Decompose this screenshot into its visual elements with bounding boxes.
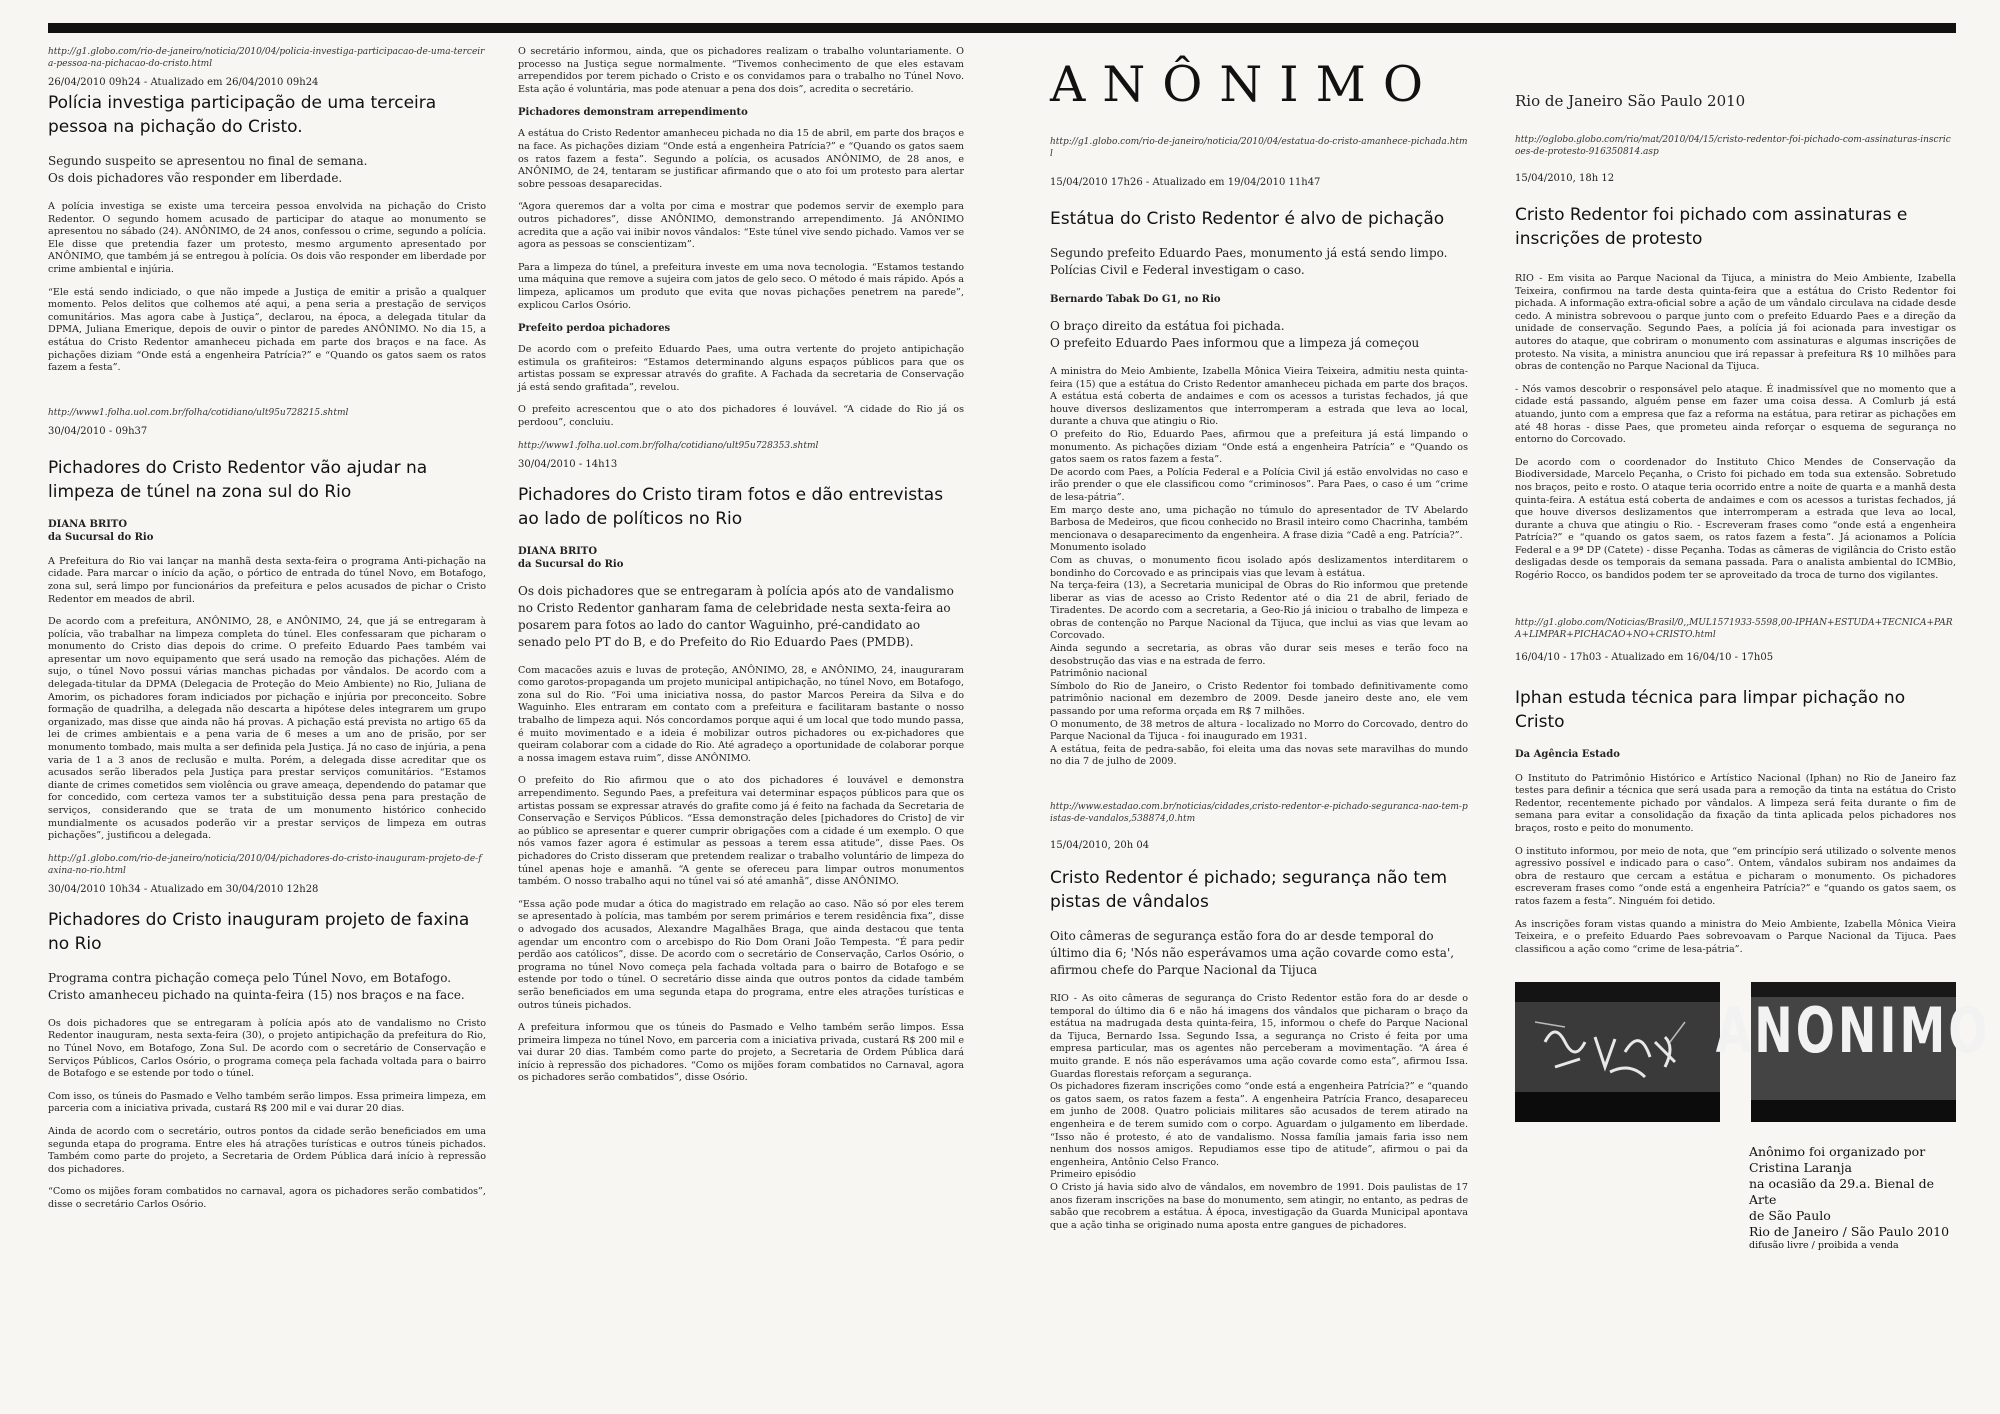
article-paragraph: O secretário informou, ainda, que os pichadores realizam o trabalho voluntariamente. O processo na Justiça segue normalmente. “Tivemos conhecimento de que eles estavam arrependidos por terem pichado o Cristo e os convidamos para o trabalho no Túnel Novo. Esta ação é voluntária, mas pode atenuar a pena dos dois”, acredita o secretário. [518,46,964,95]
colophon-line: Cristina Laranja [1749,1160,1853,1176]
article-limpeza-tunel [48,407,486,843]
article-headline: Pichadores do Cristo Redentor vão ajudar na limpeza de túnel na zona sul do Rio [48,457,428,502]
article-paragraph: A Prefeitura do Rio vai lançar na manhã desta sexta-feira o programa Anti-pichação na cidade. Para marcar o início da ação, o pórtico de entrada do túnel Novo, em Botafogo, zona sul, será limpo por funcionários da prefeitura e pelos acusados de pichar o Cristo Redentor em meados de abril. [48,555,486,605]
article-projeto-faxina [48,853,486,1212]
article-paragraph: Ainda segundo a secretaria, as obras vão durar seis meses e terão foco na desobstrução das vias e na estrada de ferro. [1050,643,1468,667]
article-paragraph: O prefeito acrescentou que o ato dos pichadores é louvável. “A cidade do Rio já os perdoou”, concluiu. [518,404,964,429]
graffiti-scribbles-image [1515,982,1720,1122]
article-headline: Iphan estuda técnica para limpar pichação no Cristo [1515,687,1906,732]
article-paragraph: O prefeito do Rio afirmou que o ato dos pichadores é louvável e demonstra arrependimento. Segundo Paes, a prefeitura vai determinar espaços públicos para que os artistas possam se expressar através do grafite como já é feito na fachada da Secretaria de Conservação e Serviços Públicos. “Essa demonstração deles [pichadores do Cristo] de vir ao público se apresentar e querer cumprir obrigações com a cidade é um exemplo. O que nós vamos fazer agora é estimular as pessoas a terem essa atitude”, disse Paes. Os pichadores do Cristo disseram que pretendem realizar o trabalho voluntário de limpeza do túnel apenas hoje e amanhã. “A gente se ofereceu para limpar outros monumentos também. O nosso trabalho aqui no túnel vai só até amanhã”, disse ANÔNIMO. [518,775,964,888]
graffiti-text: ANONIMO [1715,994,1991,1068]
article-paragraph: O prefeito do Rio, Eduardo Paes, afirmou que a prefeitura já está limpando o monumento. As pichações diziam “Onde está a engenheira Patrícia” e “Quando os gatos saem os ratos fazem a festa”. [1050,428,1468,466]
colophon [1749,1144,1956,1252]
article-paragraph: Em março deste ano, uma pichação no túmulo do apresentador de TV Abelardo Barbosa de Medeiros, que ficou conhecido no Brasil inteiro como Chacrinha, também mencionava o desaparecimento da engenheira. A frase dizia “Cadê a eng. Patrícia?”. [1050,504,1468,541]
colophon-line: Anônimo foi organizado por [1749,1144,1926,1160]
section-heading: Pichadores demonstram arrependimento [518,107,748,119]
colophon-license: difusão livre / proibida a venda [1749,1240,1899,1252]
article-paragraph: A polícia investiga se existe uma terceira pessoa envolvida na pichação do Cristo Redentor. O segundo homem acusado de participar do ataque ao monumento se apresentou no sábado (24). ANÔNIMO, de 24 anos, confessou o crime, segundo a polícia. Ele disse que pretendia fazer um protesto, mesmo argumento apresentado por ANÔNIMO, que também já se entregou à polícia. Os dois vão responder em liberdade por crime ambiental e injúria. [48,201,486,275]
photo-strip [1515,982,1991,1122]
article-date: 30/04/2010 - 14h13 [518,458,618,470]
article-date: 16/04/10 - 17h03 - Atualizado em 16/04/10 - 17h05 [1515,651,1774,663]
article-headline: Pichadores do Cristo inauguram projeto de faxina no Rio [48,909,470,954]
article-paragraph: Com isso, os túneis do Pasmado e Velho também serão limpos. Essa primeira limpeza, em parceria com a iniciativa privada, custará R$ 200 mil e vai durar 20 dias. [48,1090,486,1115]
masthead [1050,58,1468,112]
article-paragraph: Símbolo do Rio de Janeiro, o Cristo Redentor foi tombado definitivamente como patrimônio nacional em dezembro de 2009. Desde janeiro deste ano, ele vem passando por uma reforma orçada em R$ 7 milhões. [1050,680,1468,718]
article-paragraph: O instituto informou, por meio de nota, que “em princípio será utilizado o solvente menos agressivo possível e indicado para o caso”. Ontem, vândalos subiram nos andaimes da obra de restauro que cercam a estátua e picharam o monumento. Os pichadores escreveram frases como “onde está a engenheira Patrícia?” e “quando os gatos saem, os ratos fazem a festa”. Ninguém foi detido. [1515,845,1956,907]
article-lead: Os dois pichadores que se entregaram à polícia após ato de vandalismo no Cristo Redentor ganharam fama de celebridade nesta sexta-feira ao posarem para fotos ao lado do cantor Waguinho, pré-candidato ao senado pelo PT do B, e do Prefeito do Rio Eduardo Paes (PMDB). [518,583,954,649]
article-date: 30/04/2010 - 09h37 [48,425,148,437]
graffiti-anonimo-image [1715,982,1991,1122]
section-heading: Monumento isolado [1050,542,1147,554]
article-alvo-pichacao [1050,136,1468,769]
article-headline: Pichadores do Cristo tiram fotos e dão entrevistas ao lado de políticos no Rio [518,484,944,529]
article-paragraph: As inscrições foram vistas quando a ministra do Meio Ambiente, Izabella Mônica Vieira Teixeira, e o prefeito Eduardo Paes sobrevoavam o Parque Nacional da Tijuca. Paes classificou a ação como “crime de lesa-pátria”. [1515,918,1956,955]
article-url[interactable]: http://g1.globo.com/Noticias/Brasil/0,,MUL1571933-5598,00-IPHAN+ESTUDA+TECNICA+PARA+LIMPAR+PICHACAO+NO+CRISTO.html [1515,617,1953,640]
top-rule [48,23,1956,33]
article-paragraph: - Nós vamos descobrir o responsável pelo ataque. É inadmissível que no momento que a cidade está passando, alguém pense em fazer uma coisa dessa. A Comlurb já está atuando, junto com a empresa que faz a reforma na estátua, para retirar as pichações em até 48 horas - disse Paes, que prometeu ainda reforçar o esquema de segurança no entorno do Corcovado. [1515,383,1956,446]
article-date: 30/04/2010 10h34 - Atualizado em 30/04/2010 12h28 [48,883,319,895]
article-paragraph: RIO - Em visita ao Parque Nacional da Tijuca, a ministra do Meio Ambiente, Izabella Teixeira, confirmou na tarde desta quinta-feira que a estátua do Cristo Redentor foi pichada. A informação extra-oficial sobre a ação de um vândalo circulava na cidade desde cedo. A ministra sobrevoou o parque junto com o prefeito Eduardo Paes e a direção da unidade de conservação. Segundo Paes, a polícia já foi acionada para investigar os autores do ataque, que cobriram o monumento com assinaturas e algumas inscrições de protesto. Na visita, a ministra anunciou que irá repassar à prefeitura R$ 10 milhões para obras de contenção no Parque Nacional da Tijuca. [1515,273,1956,373]
article-byline: Da Agência Estado [1515,748,1620,760]
article-url[interactable]: http://www1.folha.uol.com.br/folha/cotidiano/ult95u728215.shtml [48,407,349,418]
colophon-line: Rio de Janeiro / São Paulo 2010 [1749,1224,1950,1240]
article-paragraph: De acordo com o coordenador do Instituto Chico Mendes de Conservação da Biodiversidade, Marcelo Peçanha, o Cristo foi pichado em toda sua extensão. Sobretudo nos braços, peito e rosto. O ataque teria ocorrido entre a noite de quarta e a manhã desta quinta-feira. A estátua está coberta de andaimes e com os acessos a turistas fechados, já que houve diversos deslizamentos que interromperam a estrada que leva ao local, durante a chuva que atingiu o Rio. - Escreveram frases como “onde está a engenheira Patrícia?” e “quando os gatos saem, os ratos fazem a festa”. Já acionamos a Polícia Federal e a 9ª DP (Catete) - disse Peçanha. Todas as câmeras de vigilância do Cristo estão desligadas desde os temporais da semana passada. Para o analista ambiental do ICMBio, Rogério Rocco, os bandidos podem ter se aproveitado da troca de turno dos vigilantes. [1515,456,1956,582]
article-byline: Bernardo Tabak Do G1, no Rio [1050,294,1221,305]
article-policia-investiga [48,46,486,375]
section-heading: Primeiro episódio [1050,1169,1136,1181]
article-paragraph: “Ele está sendo indiciado, o que não impede a Justiça de emitir a prisão a qualquer momento. Pelos delitos que colhemos até aqui, a pena seria a prestação de serviços comunitários. Mas agora cabe à Justiça”, declarou, na época, a delegada titular da DPMA, Juliana Emerique, depois de ouvir o pintor de paredes ANÔNIMO. No dia 15, a estátua do Cristo Redentor amanheceu pichada em parte dos braços e na face. As pichações diziam “Onde está a engenheira Patrícia?” e “Quando os gatos saem os ratos fazem a festa”. [48,286,486,374]
article-iphan-tecnica [1515,617,1956,957]
article-paragraph: Os pichadores fizeram inscrições como “onde está a engenheira Patrícia?” e “quando os gatos saem, os ratos fazem a festa”. A engenheira Patrícia Franco, desapareceu em junho de 2008. Quatro policiais militares são acusados de terem atirado na engenheira e de terem sumido com o corpo. Aguardam o julgamento em liberdade. “Isso não é protesto, é ato de vandalismo. Nossa família jamais faria isso nem nenhum dos nossos amigos. Repudiamos esse tipo de atitude”, afirmou o pai da engenheira, Antônio Celso Franco. [1050,1081,1468,1168]
article-paragraph: Ainda de acordo com o secretário, outros pontos da cidade serão beneficiados em uma segunda etapa do programa. Entre eles há atrações turísticas e outros túneis pichados. Também como parte do projeto, a Secretaria de Ordem Pública dará início à repressão dos pichadores. [48,1125,486,1175]
article-url[interactable]: http://g1.globo.com/rio-de-janeiro/noticia/2010/04/estatua-do-cristo-amanhece-pichada.html [1050,137,1468,159]
section-heading: Prefeito perdoa pichadores [518,323,671,335]
article-byline: DIANA BRITO da Sucursal do Rio [518,545,624,570]
colophon-line: de São Paulo [1749,1208,1831,1224]
article-date: 15/04/2010, 18h 12 [1515,173,1615,184]
graffiti-photo-right [1715,982,1991,1122]
column-3 [1050,46,1468,1400]
masthead-title: ANÔNIMO [1050,56,1441,113]
column-2 [518,46,964,1400]
article-paragraph: De acordo com a prefeitura, ANÔNIMO, 28, e ANÔNIMO, 24, que já se entregaram à polícia, vão trabalhar na limpeza completa do túnel. Eles confessaram que picharam o monumento do Cristo dias depois do crime. O prefeito Eduardo Paes também vai apresentar um novo equipamento que será usado na remoção das pichações. Além de sujo, o túnel Novo possui várias manchas pichadas por vândalos. De acordo com a delegada-titular da DPMA (Delegacia de Proteção do Meio Ambiente) no Rio, Juliana de Amorim, os pichadores foram indiciados por pichação e injúria por preconceito. Sobre formação de quadrilha, a delegada não descarta a hipótese deles integrarem um grupo organizado, mas disse que ainda não há provas. A pichação está prevista no artigo 65 da lei de crimes ambientais e a pena varia de 6 meses a um ano de prisão, por ser monumento tombado, mais multa a ser definida pela Justiça. Já no caso de injúria, a pena varia de 1 a 3 anos de reclusão e multa. Porém, a delegada disse acreditar que os acusados serão liberados pela Justiça para prestar serviços comunitários. “Estamos diante de crimes cometidos sem violência ou grave ameaça, dependendo do patamar que for concedido, com certeza vamos ter a substituição dessa pena para prestação de serviços, considerando que se trata de um monumento histórico conhecido mundialmente os acusados poderão vir a prestar serviços de limpeza em outras pichações”, justificou a delegada. [48,616,486,842]
column-1 [48,46,486,1400]
article-date: 15/04/2010 17h26 - Atualizado em 19/04/2010 11h47 [1050,177,1321,188]
article-paragraph: De acordo com o prefeito Eduardo Paes, uma outra vertente do projeto antipichação estimula os grafiteiros: “Estamos determinando alguns espaços públicos para que os artistas possam se expressar através do grafite. A Fachada da secretaria de Conservação já está sendo grafitada”, revelou. [518,344,964,393]
article-paragraph: “Agora queremos dar a volta por cima e mostrar que podemos servir de exemplo para outros pichadores”, disse ANÔNIMO, demonstrando arrependimento. Já ANÔNIMO acredita que a ação vai inibir novos vândalos: “Este túnel vive sendo pichado. Vamos ver se agora as pessoas se conscientizam”. [518,201,964,251]
article-paragraph: Com macacões azuis e luvas de proteção, ANÔNIMO, 28, e ANÔNIMO, 24, inauguraram como garotos-propaganda um projeto municipal antipichação, no túnel Novo, em Botafogo, zona sul do Rio. “Foi uma iniciativa nossa, do pastor Marcos Pereira da Silva e do Waguinho. Eles entraram em contato com a prefeitura e facilitaram bastante o nosso trabalho de limpeza aqui. Nós concordamos porque aqui é um local que todo mundo passa, é muito movimentado e a ideia é mobilizar outros pichadores ou ex-pichadores que queiram colaborar com a cidade do Rio. Até agradeço a oportunidade de colaborar porque a nossa imagem estava ruim”, disse ANÔNIMO. [518,664,964,764]
article-date: 26/04/2010 09h24 - Atualizado em 26/04/2010 09h24 [48,77,319,88]
article-url[interactable]: http://g1.globo.com/rio-de-janeiro/noticia/2010/04/policia-investiga-participacao-de-uma-terceira-pessoa-na-pichacao-do-cristo.html [48,47,485,69]
article-url[interactable]: http://www.estadao.com.br/noticias/cidades,cristo-redentor-e-pichado-seguranca-nao-tem-pistas-de-vandalos,538874,0.htm [1050,802,1468,824]
article-seguranca-sem-pistas [1050,801,1468,1232]
article-paragraph: A estátua do Cristo Redentor amanheceu pichada no dia 15 de abril, em parte dos braços e na face. As pichações diziam “Onde está a engenheira Patrícia?” e “Quando os gatos saem os ratos fazem a festa”. Segundo a polícia, os acusados ANÔNIMO, de 28 anos, e ANÔNIMO, de 24, tentaram se justificar afirmando que o ato foi um protesto para alertar sobre pessoas desaparecidas. [518,128,964,190]
article-headline: Cristo Redentor foi pichado com assinaturas e inscrições de protesto [1515,205,1908,249]
article-paragraph: Os dois pichadores que se entregaram à polícia após ato de vandalismo no Cristo Redentor inauguram, nesta sexta-feira (30), o projeto antipichação da prefeitura do Rio, no Túnel Novo, em Botafogo, Zona Sul. De acordo com o secretário de Conservação e Serviços Públicos, Carlos Osório, o programa começa pela fachada voltada para o bairro de Botafogo e se estende por todo o túnel. [48,1017,486,1080]
article-headline: Polícia investiga participação de uma terceira pessoa na pichação do Cristo. [48,93,437,137]
article-paragraph: A estátua, feita de pedra-sabão, foi eleita uma das novas sete maravilhas do mundo no dia 7 de julho de 2009. [1050,743,1468,768]
section-heading: Patrimônio nacional [1050,668,1148,680]
article-paragraph: RIO - As oito câmeras de segurança do Cristo Redentor estão fora do ar desde o temporal do último dia 6 e não há imagens dos vândalos que picharam o braço da estátua na madrugada desta quinta-feira, 15, informou o chefe do Parque Nacional da Tijuca, Bernardo Issa. Segundo Issa, a segurança no Cristo é feita por uma empresa particular, mas os agentes não perceberam a movimentação. “A área é muito grande. E nós não esperávamos uma ação covarde como esta”, afirmou Issa. Guardas florestais reforçam a segurança. [1050,993,1468,1080]
column-4 [1515,46,1991,1400]
article-subheadline: Segundo prefeito Eduardo Paes, monumento já está sendo limpo. Polícias Civil e Federal investigam o caso. [1050,246,1448,277]
article-paragraph: O Instituto do Patrimônio Histórico e Artístico Nacional (Iphan) no Rio de Janeiro faz testes para definir a técnica que será usada para a remoção da tinta na estátua do Cristo Redentor, recentemente pichado por vândalos. A limpeza será feita durante o fim de semana para evitar a consolidação da fixação da tinta aplicada pelos pichadores nos braços, rosto e peito do monumento. [1515,772,1956,835]
article-paragraph: “Como os mijões foram combatidos no carnaval, agora os pichadores serão combatidos”, disse o secretário Carlos Osório. [48,1186,486,1210]
article-paragraph: O Cristo já havia sido alvo de vândalos, em novembro de 1991. Dois paulistas de 17 anos fizeram inscrições na base do monumento, sem atingir, no entanto, as pedras de sabão que recobrem a estátua. À época, investigação da Guarda Municipal apontava que a ação tinha se originado numa aposta entre gangues de pichadores. [1050,1181,1468,1231]
graffiti-photo-left [1515,982,1720,1122]
article-fotos-politicos [518,440,964,1085]
article-headline: Estátua do Cristo Redentor é alvo de pichação [1050,209,1445,229]
article-paragraph: A ministra do Meio Ambiente, Izabella Mônica Vieira Teixeira, admitiu nesta quinta-feira (15) que a estátua do Cristo Redentor amanheceu pichada em parte dos braços. A estátua está coberta de andaimes e com os acessos a turistas fechados, já que houve diversos deslizamentos que interromperam a estrada que leva ao local, durante a chuva que atingiu o Rio. [1050,366,1468,428]
colophon-line: na ocasião da 29.a. Bienal de Arte [1749,1176,1934,1208]
article-paragraph: Com as chuvas, o monumento ficou isolado após deslizamentos interditarem o bondinho do Corcovado e as principais vias que levam à estátua. [1050,554,1468,579]
article-subheadline: Segundo suspeito se apresentou no final de semana. Os dois pichadores vão responder em liberdade. [48,154,368,185]
article-paragraph: “Essa ação pode mudar a ótica do magistrado em relação ao caso. Não só por eles terem se apresentado à polícia, mas também por serem primários e terem residência fixa”, disse o advogado dos acusados, Alexandre Magalhães Braga, que ainda destacou que tenta agendar um encontro com o arcebispo do Rio Dom Orani João Tempesta. “É para pedir perdão aos católicos”, disse. De acordo com o secretário de Conservação, Carlos Osório, o programa no túnel Novo começa pela fachada voltada para o bairro de Botafogo e se estende por todo o túnel. O secretário disse ainda que outros pontos da cidade também serão beneficiados em uma segunda etapa do programa, entre eles atrações turísticas e outros túneis pichados. [518,898,964,1011]
article-paragraph: Para a limpeza do túnel, a prefeitura investe em uma nova tecnologia. “Estamos testando uma máquina que remove a sujeira com jatos de gelo seco. O método é mais rápido. Após a limpeza, aplicamos um produto que evita que novas pichações penetrem na parede”, explicou Carlos Osório. [518,261,964,311]
article-url[interactable]: http://g1.globo.com/rio-de-janeiro/noticia/2010/04/pichadores-do-cristo-inauguram-projeto-de-faxina-no-rio.html [48,853,482,876]
article-subheadline: O braço direito da estátua foi pichada. O prefeito Eduardo Paes informou que a limpeza já começou [1050,319,1420,350]
article-url[interactable]: http://www1.folha.uol.com.br/folha/cotidiano/ult95u728353.shtml [518,440,819,451]
article-subheadline: Oito câmeras de segurança estão fora do ar desde temporal do último dia 6; 'Nós não esperávamos uma ação covarde como esta', afirmou chefe do Parque Nacional da Tijuca [1050,929,1455,977]
article-byline: DIANA BRITO da Sucursal do Rio [48,518,154,543]
masthead-subtitle: Rio de Janeiro São Paulo 2010 [1515,92,1746,110]
article-paragraph: O monumento, de 38 metros de altura - localizado no Morro do Corcovado, dentro do Parque Nacional da Tijuca - foi inaugurado em 1931. [1050,718,1468,743]
article-paragraph: Na terça-feira (13), a Secretaria municipal de Obras do Rio informou que pretende liberar as vias de acesso ao Cristo Redentor até o dia 21 de abril, feriado de Tiradentes. De acordo com a secretaria, a Geo-Rio já iniciou o trabalho de limpeza e obras de contenção no Parque Nacional da Tijuca, que inclui as vias que levam ao Corcovado. [1050,580,1468,642]
article-url[interactable]: http://oglobo.globo.com/rio/mat/2010/04/15/cristo-redentor-foi-pichado-com-assinaturas-inscricoes-de-protesto-916350814.asp [1515,135,1951,157]
article-paragraph: De acordo com Paes, a Polícia Federal e a Polícia Civil já estão envolvidas no caso e irão prender o que ele classificou como “criminosos”. Para Paes, o caso é um “crime de lesa-pátria”. [1050,466,1468,503]
article-date: 15/04/2010, 20h 04 [1050,840,1150,851]
article-assinaturas-protesto [1515,134,1956,583]
article-headline: Cristo Redentor é pichado; segurança não tem pistas de vândalos [1050,868,1448,912]
article-subheadline: Programa contra pichação começa pelo Túnel Novo, em Botafogo. Cristo amanheceu pichado na quinta-feira (15) nos braços e na face. [48,970,465,1002]
article-paragraph: A prefeitura informou que os túneis do Pasmado e Velho também serão limpos. Essa primeira limpeza no túnel Novo, em parceria com a iniciativa privada, custará R$ 200 mil e vai durar 20 dias. Também como parte do projeto, a Secretaria de Ordem Pública dará início à repressão dos pichadores. “Como os mijões foram combatidos no Carnaval, agora os pichadores serão combatidos”, disse Osório. [518,1022,964,1084]
